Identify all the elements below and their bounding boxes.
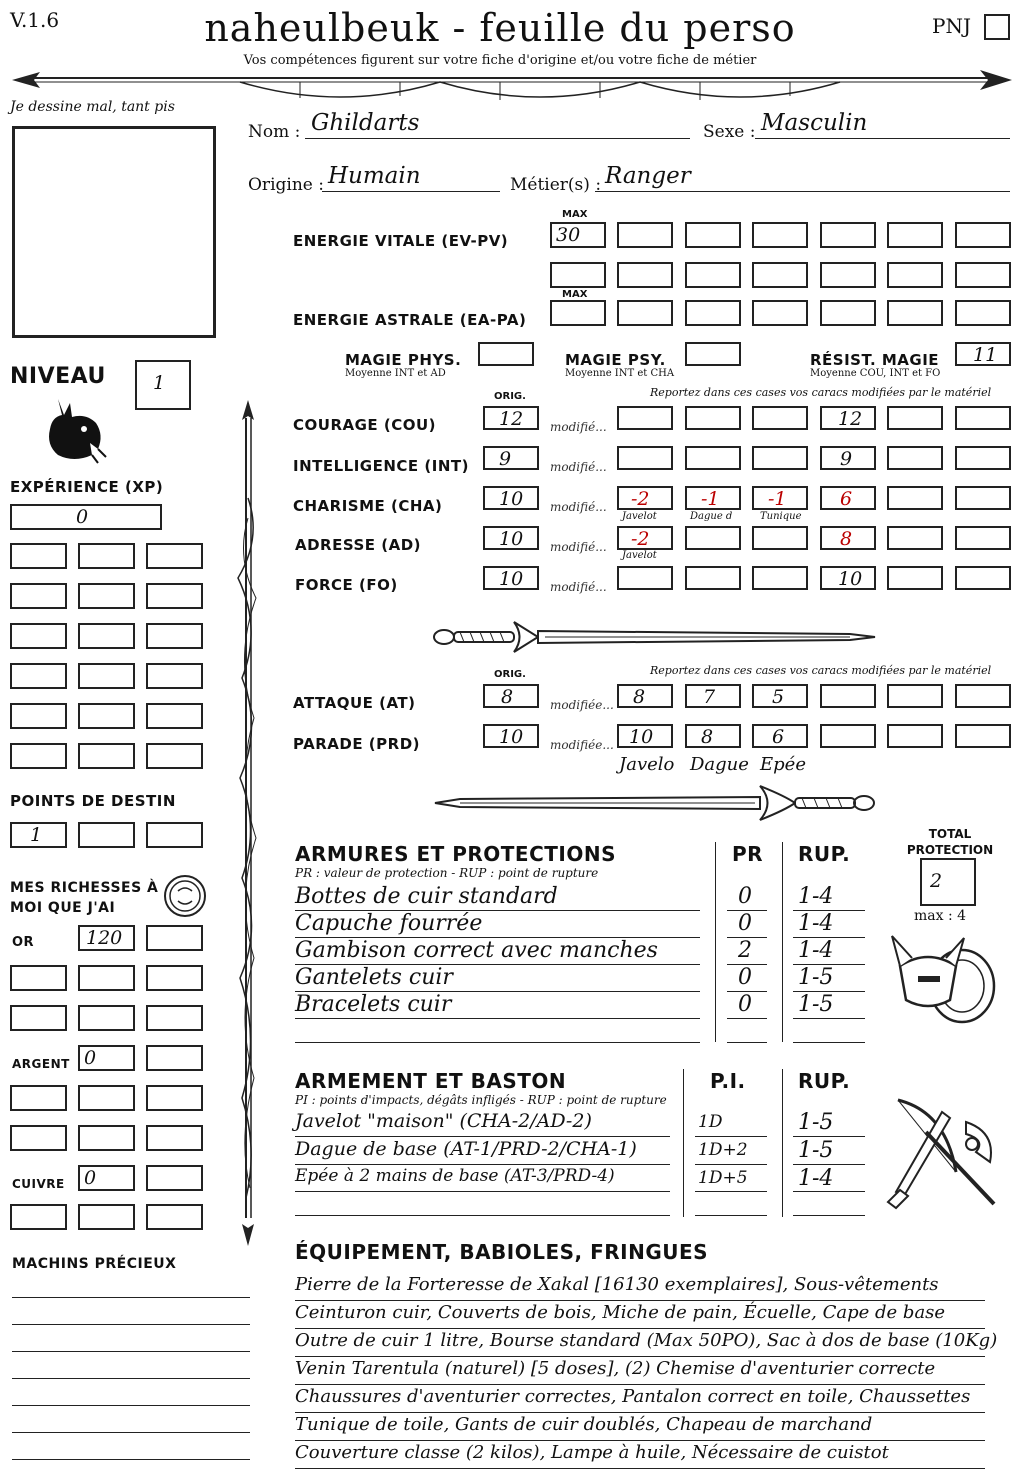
cha-note-1: Javelot: [622, 511, 657, 522]
xp-grid-box[interactable]: [78, 583, 135, 609]
int-label: INTELLIGENCE (INT): [293, 457, 469, 475]
ad-note-1: Javelot: [622, 550, 657, 561]
cou-orig-value: 12: [499, 408, 524, 430]
xp-grid-box[interactable]: [146, 663, 203, 689]
fo-mod-box[interactable]: [685, 566, 741, 590]
combat-orig-label: ORIG.: [494, 669, 526, 680]
fo-final-value: 10: [838, 568, 863, 590]
magie-psy-note: Moyenne INT et CHA: [565, 368, 675, 379]
cha-note-2: Dague d: [690, 511, 733, 522]
or-box[interactable]: [78, 965, 135, 991]
ev-box[interactable]: [887, 222, 943, 248]
arme-name: Javelot "maison" (CHA-2/AD-2): [295, 1110, 592, 1132]
or-box[interactable]: [146, 1005, 203, 1031]
armure-rup: 1-4: [798, 911, 834, 936]
arme-row-line[interactable]: [695, 1136, 767, 1137]
cou-mod-box[interactable]: [685, 406, 741, 430]
ea-box[interactable]: [685, 300, 741, 326]
at-mod-box[interactable]: [887, 684, 943, 708]
or-label: OR: [12, 935, 35, 950]
fo-mod-label: modifié...: [550, 580, 607, 594]
argent-value: 0: [84, 1047, 97, 1069]
metier-value: Ranger: [605, 163, 691, 189]
xp-grid-box[interactable]: [78, 663, 135, 689]
origine-field[interactable]: [322, 165, 500, 192]
arme-row-line[interactable]: [793, 1136, 865, 1137]
ad-mod-box[interactable]: [617, 526, 673, 550]
richesses-label: MES RICHESSES À MOI QUE J'AI: [10, 880, 159, 916]
at-mod-box[interactable]: [685, 684, 741, 708]
armures-title: ARMURES ET PROTECTIONS: [295, 842, 616, 866]
destin-value: 1: [30, 824, 43, 846]
cou-mod-box[interactable]: [955, 406, 1011, 430]
armures-col-divider: [782, 842, 783, 1042]
cuivre-box[interactable]: [78, 1165, 135, 1191]
at-label: ATTAQUE (AT): [293, 694, 416, 712]
cou-label: COURAGE (COU): [293, 416, 437, 434]
argent-box[interactable]: [78, 1125, 135, 1151]
sexe-value: Masculin: [761, 110, 868, 136]
nom-value: Ghildarts: [311, 110, 420, 136]
cou-mod-box[interactable]: [752, 406, 808, 430]
ad-label: ADRESSE (AD): [295, 536, 422, 554]
ea-box[interactable]: [955, 300, 1011, 326]
int-mod-box[interactable]: [752, 446, 808, 470]
at-orig-value: 8: [501, 686, 514, 708]
or-value: 120: [86, 927, 123, 949]
ev-box[interactable]: [887, 262, 943, 288]
destin-box[interactable]: [78, 822, 135, 848]
prd-mod-box[interactable]: [887, 724, 943, 748]
armure-name: Bottes de cuir standard: [295, 884, 558, 909]
metier-label: Métier(s) :: [510, 175, 602, 195]
xp-grid-box[interactable]: [10, 703, 67, 729]
machins-line[interactable]: [12, 1432, 250, 1433]
fo-final-box[interactable]: [820, 566, 876, 590]
cha-mod-box[interactable]: [617, 486, 673, 510]
sexe-label: Sexe :: [703, 122, 756, 142]
armure-row-line[interactable]: [727, 1018, 767, 1019]
equipement-line[interactable]: Couverture classe (2 kilos), Lampe à huile, Nécessaire de cuistot: [295, 1442, 985, 1469]
prd-mod-box[interactable]: [820, 724, 876, 748]
prd-mod-1: 10: [629, 726, 654, 748]
prd-mod-box[interactable]: [752, 724, 808, 748]
arme-rup: 1-5: [798, 1138, 834, 1163]
ev-box[interactable]: [685, 262, 741, 288]
armure-name: Bracelets cuir: [295, 992, 452, 1017]
xp-grid-box[interactable]: [10, 663, 67, 689]
ea-box[interactable]: [752, 300, 808, 326]
armure-rup: 1-5: [798, 992, 834, 1017]
destin-label: POINTS DE DESTIN: [10, 792, 176, 810]
cha-mod-1: -2: [631, 488, 650, 510]
cha-label: CHARISME (CHA): [293, 497, 443, 515]
equipement-line[interactable]: Venin Tarentula (naturel) [5 doses], (2) Chemise d'aventurier correcte: [295, 1358, 985, 1385]
cou-mod-label: modifié...: [550, 420, 607, 434]
nom-label: Nom :: [248, 122, 301, 142]
ad-mod-box[interactable]: [955, 526, 1011, 550]
armure-rup: 1-4: [798, 884, 834, 909]
armure-pr: 0: [738, 911, 752, 936]
machins-line[interactable]: [12, 1378, 250, 1379]
arme-row-line[interactable]: [295, 1136, 670, 1137]
cha-mod-box[interactable]: [685, 486, 741, 510]
magie-phys-box[interactable]: [478, 342, 534, 366]
armure-pr: 0: [738, 965, 752, 990]
xp-grid-box[interactable]: [146, 743, 203, 769]
ev-box[interactable]: [820, 262, 876, 288]
armure-name: Gambison correct avec manches: [295, 938, 658, 963]
metier-field[interactable]: [595, 165, 1010, 192]
at-mod-1: 8: [633, 686, 646, 708]
ev-box[interactable]: [685, 222, 741, 248]
ad-mod-label: modifié...: [550, 540, 607, 554]
armure-pr: 0: [738, 992, 752, 1017]
resist-magie-value: 11: [973, 344, 998, 366]
ev-box[interactable]: [752, 222, 808, 248]
xp-grid-box[interactable]: [10, 543, 67, 569]
at-mod-label: modifiée...: [550, 698, 614, 712]
armure-row-line[interactable]: [295, 1042, 700, 1043]
cha-mod-box[interactable]: [955, 486, 1011, 510]
weapon-col-3: Epée: [760, 754, 806, 775]
xp-grid-box[interactable]: [10, 743, 67, 769]
cuivre-box[interactable]: [78, 1204, 135, 1230]
machins-label: MACHINS PRÉCIEUX: [12, 1256, 177, 1272]
prd-mod-label: modifiée...: [550, 738, 614, 752]
ev-box[interactable]: [550, 262, 606, 288]
arme-row-line[interactable]: [295, 1164, 670, 1165]
niveau-label: NIVEAU: [10, 364, 106, 389]
argent-box[interactable]: [146, 1085, 203, 1111]
ad-final-value: 8: [840, 528, 853, 550]
xp-grid-box[interactable]: [10, 583, 67, 609]
at-mod-2: 7: [703, 686, 716, 708]
ev-box[interactable]: [617, 222, 673, 248]
ad-final-box[interactable]: [820, 526, 876, 550]
argent-box[interactable]: [78, 1045, 135, 1071]
argent-label: ARGENT: [12, 1057, 70, 1071]
arme-pi: 1D+5: [698, 1168, 748, 1188]
xp-grid-box[interactable]: [10, 623, 67, 649]
xp-grid-box[interactable]: [146, 543, 203, 569]
arme-pi: 1D+2: [698, 1140, 748, 1160]
pnj-label: PNJ: [932, 14, 971, 38]
cuivre-value: 0: [84, 1167, 97, 1189]
or-box[interactable]: [146, 925, 203, 951]
armure-rup: 1-4: [798, 938, 834, 963]
xp-grid-box[interactable]: [78, 543, 135, 569]
armement-title: ARMEMENT ET BASTON: [295, 1069, 567, 1093]
ea-max-label: MAX: [562, 289, 588, 300]
fo-orig-value: 10: [499, 568, 524, 590]
sword-illustration: [430, 778, 880, 828]
ev-max-value: 30: [556, 224, 581, 246]
ea-max-box[interactable]: [550, 300, 606, 326]
armures-pr-header: PR: [732, 842, 764, 866]
magie-psy-box[interactable]: [685, 342, 741, 366]
helmet-shield-icon: [890, 928, 1000, 1028]
equipement-line[interactable]: Outre de cuir 1 litre, Bourse standard (Max 50PO), Sac à dos de base (10Kg): [295, 1330, 985, 1357]
armure-pr: 2: [738, 938, 752, 963]
ad-orig-box[interactable]: [483, 526, 539, 550]
armures-note: PR : valeur de protection - RUP : point de rupture: [295, 866, 599, 880]
cuivre-box[interactable]: [146, 1165, 203, 1191]
ev-box[interactable]: [617, 262, 673, 288]
arme-row-line[interactable]: [695, 1191, 767, 1192]
xp-grid-box[interactable]: [78, 743, 135, 769]
cha-mod-label: modifié...: [550, 500, 607, 514]
armure-row-line[interactable]: [793, 1018, 865, 1019]
or-box[interactable]: [78, 925, 135, 951]
armures-col-divider: [715, 842, 716, 1042]
ev-box[interactable]: [752, 262, 808, 288]
coin-icon: [162, 873, 208, 919]
argent-box[interactable]: [10, 1125, 67, 1151]
prd-mod-2: 8: [701, 726, 714, 748]
cha-final-box[interactable]: [820, 486, 876, 510]
cha-note-3: Tunique: [760, 511, 802, 522]
resist-magie-label: RÉSIST. MAGIE: [810, 351, 940, 369]
cou-final-box[interactable]: [820, 406, 876, 430]
prd-mod-box[interactable]: [955, 724, 1011, 748]
cha-final-value: 6: [840, 488, 853, 510]
ea-label: ENERGIE ASTRALE (EA-PA): [293, 311, 527, 329]
fo-orig-box[interactable]: [483, 566, 539, 590]
arme-rup: 1-4: [798, 1166, 834, 1191]
or-box[interactable]: [146, 965, 203, 991]
int-mod-label: modifié...: [550, 460, 607, 474]
machins-line[interactable]: [12, 1351, 250, 1352]
prd-orig-box[interactable]: [483, 724, 539, 748]
ea-box[interactable]: [820, 300, 876, 326]
resist-magie-note: Moyenne COU, INT et FO: [810, 368, 941, 379]
weapon-col-2: Dague: [690, 754, 749, 775]
arme-row-line[interactable]: [793, 1215, 865, 1216]
argent-box[interactable]: [10, 1085, 67, 1111]
cou-orig-box[interactable]: [483, 406, 539, 430]
prd-mod-box[interactable]: [617, 724, 673, 748]
arme-pi: 1D: [698, 1112, 723, 1132]
resist-magie-box[interactable]: [955, 342, 1011, 366]
cha-mod-box[interactable]: [887, 486, 943, 510]
portrait-caption: Je dessine mal, tant pis: [10, 99, 175, 115]
version-label: V.1.6: [10, 8, 60, 32]
sheet-title: naheulbeuk - feuille du perso: [204, 6, 796, 50]
int-final-box[interactable]: [820, 446, 876, 470]
niveau-box[interactable]: [135, 360, 191, 410]
cou-mod-box[interactable]: [617, 406, 673, 430]
ea-box[interactable]: [617, 300, 673, 326]
cha-orig-value: 10: [499, 488, 524, 510]
arme-row-line[interactable]: [295, 1191, 670, 1192]
at-mod-box[interactable]: [820, 684, 876, 708]
prd-mod-box[interactable]: [685, 724, 741, 748]
armement-col-divider: [782, 1069, 783, 1217]
machins-line[interactable]: [12, 1459, 250, 1460]
at-orig-box[interactable]: [483, 684, 539, 708]
xp-grid-box[interactable]: [78, 703, 135, 729]
int-mod-box[interactable]: [685, 446, 741, 470]
at-mod-box[interactable]: [752, 684, 808, 708]
armures-rup-header: RUP.: [798, 842, 851, 866]
pnj-checkbox[interactable]: [984, 14, 1010, 40]
fo-mod-box[interactable]: [955, 566, 1011, 590]
arme-name: Dague de base (AT-1/PRD-2/CHA-1): [295, 1138, 637, 1160]
magie-phys-note: Moyenne INT et AD: [345, 368, 446, 379]
at-mod-3: 5: [772, 686, 785, 708]
arme-row-line[interactable]: [793, 1164, 865, 1165]
armement-rup-header: RUP.: [798, 1069, 851, 1093]
at-mod-box[interactable]: [955, 684, 1011, 708]
int-orig-value: 9: [499, 448, 512, 470]
argent-box[interactable]: [78, 1085, 135, 1111]
int-mod-box[interactable]: [887, 446, 943, 470]
armement-pi-header: P.I.: [710, 1069, 746, 1093]
xp-grid-box[interactable]: [146, 583, 203, 609]
xp-value: 0: [76, 506, 89, 528]
ad-mod-box[interactable]: [887, 526, 943, 550]
destin-box[interactable]: [10, 822, 67, 848]
int-mod-box[interactable]: [955, 446, 1011, 470]
arme-row-line[interactable]: [695, 1164, 767, 1165]
total-protection-max: max : 4: [914, 908, 967, 924]
armure-name: Gantelets cuir: [295, 965, 453, 990]
or-box[interactable]: [10, 1005, 67, 1031]
total-protection-box[interactable]: [920, 858, 976, 906]
machins-line[interactable]: [12, 1297, 250, 1298]
argent-box[interactable]: [146, 1125, 203, 1151]
machins-line[interactable]: [12, 1324, 250, 1325]
armure-name: Capuche fourrée: [295, 911, 483, 936]
xp-grid-box[interactable]: [146, 703, 203, 729]
arme-row-line[interactable]: [695, 1215, 767, 1216]
arme-rup: 1-5: [798, 1110, 834, 1135]
ev-max-box[interactable]: [550, 222, 606, 248]
int-final-value: 9: [840, 448, 853, 470]
destin-box[interactable]: [146, 822, 203, 848]
ev-box[interactable]: [820, 222, 876, 248]
ev-label: ENERGIE VITALE (EV-PV): [293, 232, 509, 250]
cha-orig-box[interactable]: [483, 486, 539, 510]
total-protection-label: TOTAL PROTECTION: [906, 827, 994, 857]
arme-name: Epée à 2 mains de base (AT-3/PRD-4): [295, 1166, 615, 1186]
fo-mod-box[interactable]: [887, 566, 943, 590]
prd-label: PARADE (PRD): [293, 735, 421, 753]
int-orig-box[interactable]: [483, 446, 539, 470]
niveau-value: 1: [153, 372, 166, 394]
sheet-subtitle: Vos compétences figurent sur votre fiche d'origine et/ou votre fiche de métier: [243, 53, 757, 68]
equipement-line[interactable]: Ceinturon cuir, Couverts de bois, Miche de pain, Écuelle, Cape de base: [295, 1302, 985, 1329]
weapon-col-1: Javelo: [619, 754, 675, 775]
xp-grid-box[interactable]: [146, 623, 203, 649]
machins-line[interactable]: [12, 1405, 250, 1406]
or-box[interactable]: [78, 1005, 135, 1031]
equipement-line[interactable]: Tunique de toile, Gants de cuir doublés, Chapeau de marchand: [295, 1414, 985, 1441]
xp-box[interactable]: [10, 504, 162, 530]
spear-vertical: [228, 398, 268, 1248]
cuivre-label: CUIVRE: [12, 1177, 65, 1191]
cha-mod-2: -1: [701, 488, 720, 510]
magie-phys-label: MAGIE PHYS.: [345, 351, 462, 369]
armement-col-divider: [683, 1069, 684, 1217]
cuivre-box[interactable]: [146, 1204, 203, 1230]
combat-report-note: Reportez dans ces cases vos caracs modifiées par le matériel: [650, 664, 992, 677]
ev-box[interactable]: [955, 262, 1011, 288]
carac-orig-label: ORIG.: [494, 391, 526, 402]
total-protection-value: 2: [930, 870, 943, 892]
carac-report-note: Reportez dans ces cases vos caracs modifiées par le matériel: [650, 386, 992, 399]
magie-psy-label: MAGIE PSY.: [565, 351, 666, 369]
int-mod-box[interactable]: [617, 446, 673, 470]
at-mod-box[interactable]: [617, 684, 673, 708]
cuivre-box[interactable]: [10, 1204, 67, 1230]
xp-grid-box[interactable]: [78, 623, 135, 649]
ev-box[interactable]: [955, 222, 1011, 248]
ad-mod-box[interactable]: [685, 526, 741, 550]
cha-mod-box[interactable]: [752, 486, 808, 510]
arme-row-line[interactable]: [295, 1215, 670, 1216]
cou-final-value: 12: [838, 408, 863, 430]
argent-box[interactable]: [146, 1045, 203, 1071]
fo-mod-box[interactable]: [752, 566, 808, 590]
fo-mod-box[interactable]: [617, 566, 673, 590]
armure-row-line[interactable]: [727, 1042, 767, 1043]
equipement-title: ÉQUIPEMENT, BABIOLES, FRINGUES: [295, 1240, 709, 1264]
armure-pr: 0: [738, 884, 752, 909]
portrait-frame[interactable]: [12, 126, 216, 338]
dragon-icon: [40, 393, 108, 465]
arme-row-line[interactable]: [793, 1191, 865, 1192]
equipement-line[interactable]: Pierre de la Forteresse de Xakal [16130 exemplaires], Sous-vêtements: [295, 1274, 985, 1301]
or-box[interactable]: [10, 965, 67, 991]
ev-max-label: MAX: [562, 209, 588, 220]
armure-row-line[interactable]: [295, 1018, 700, 1019]
ad-mod-box[interactable]: [752, 526, 808, 550]
ea-box[interactable]: [887, 300, 943, 326]
equipement-line[interactable]: Chaussures d'aventurier correctes, Pantalon correct en toile, Chaussettes: [295, 1386, 985, 1413]
prd-orig-value: 10: [499, 726, 524, 748]
armure-row-line[interactable]: [793, 1042, 865, 1043]
origine-label: Origine :: [248, 175, 324, 195]
armure-rup: 1-5: [798, 965, 834, 990]
fo-label: FORCE (FO): [295, 576, 398, 594]
xp-label: EXPÉRIENCE (XP): [10, 478, 164, 496]
prd-mod-3: 6: [772, 726, 785, 748]
cou-mod-box[interactable]: [887, 406, 943, 430]
cha-mod-3: -1: [768, 488, 787, 510]
ad-mod-1: -2: [631, 528, 650, 550]
weapons-icon: [886, 1092, 1006, 1214]
armement-note: PI : points d'impacts, dégâts infligés - RUP : point de rupture: [295, 1093, 667, 1107]
sexe-field[interactable]: [755, 112, 1010, 139]
sword-illustration: [430, 612, 880, 662]
ad-orig-value: 10: [499, 528, 524, 550]
origine-value: Humain: [328, 163, 421, 189]
nom-field[interactable]: [305, 112, 690, 139]
